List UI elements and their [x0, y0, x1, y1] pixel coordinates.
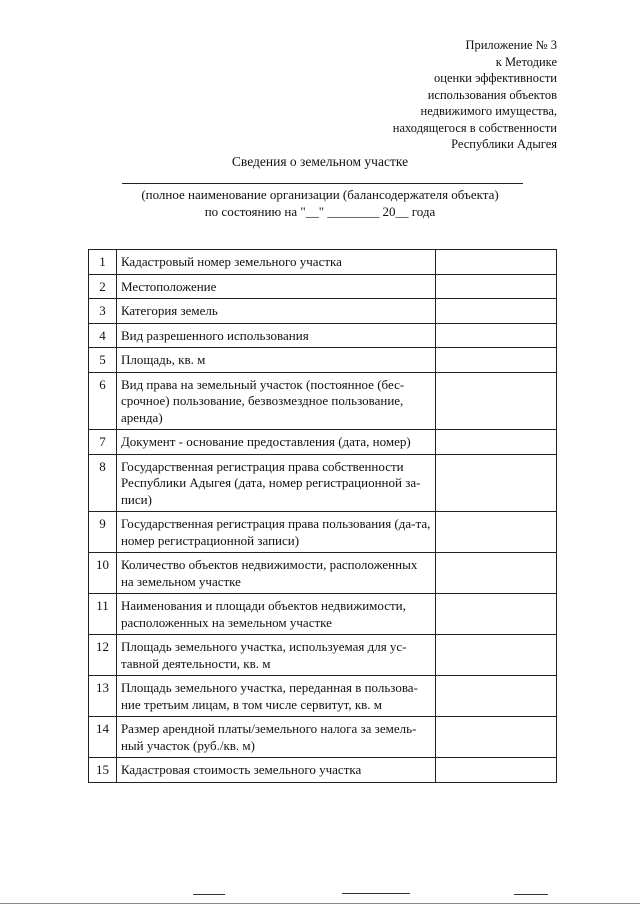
document-title: Сведения о земельном участке — [231, 154, 409, 169]
organization-caption — [0, 186, 640, 220]
row-value — [436, 594, 557, 635]
row-label: Кадастровая стоимость земельного участка — [116, 758, 435, 783]
row-number: 9 — [89, 512, 117, 553]
row-label: Вид права на земельный участок (постоянное (бес-срочное) пользование, безвозмездное пользование, аренда) — [116, 372, 435, 430]
row-number: 10 — [89, 553, 117, 594]
row-label: Количество объектов недвижимости, расположенных на земельном участке — [116, 553, 435, 594]
row-number: 15 — [89, 758, 117, 783]
row-value — [436, 348, 557, 373]
row-value — [436, 430, 557, 455]
row-label: Местоположение — [116, 274, 435, 299]
table-row — [89, 512, 557, 553]
row-label: Наименования и площади объектов недвижимости, расположенных на земельном участке — [116, 594, 435, 635]
row-number: 11 — [89, 594, 117, 635]
row-label: Документ - основание предоставления (дата, номер) — [116, 430, 435, 455]
table-row — [89, 635, 557, 676]
row-label: Вид разрешенного использования — [116, 323, 435, 348]
row-value — [436, 274, 557, 299]
table-row — [89, 250, 557, 275]
footer-rule — [342, 893, 410, 894]
appendix-line: Республики Адыгея — [451, 137, 557, 151]
land-plot-info-table — [88, 249, 557, 783]
appendix-line: Приложение № 3 — [465, 38, 557, 52]
table-row — [89, 299, 557, 324]
row-label: Площадь земельного участка, переданная в пользова-ние третьим лицам, в том числе сервитут, кв. м — [116, 676, 435, 717]
row-label: Размер арендной платы/земельного налога за земель-ный участок (руб./кв. м) — [116, 717, 435, 758]
row-label: Площадь, кв. м — [116, 348, 435, 373]
table-row — [89, 348, 557, 373]
row-value — [436, 250, 557, 275]
table-row — [89, 553, 557, 594]
row-number: 4 — [89, 323, 117, 348]
date-line: по состоянию на "__" ________ 20__ года — [204, 204, 436, 219]
row-value — [436, 635, 557, 676]
row-value — [436, 299, 557, 324]
appendix-line: находящегося в собственности — [392, 120, 557, 135]
row-number: 13 — [89, 676, 117, 717]
page-bottom-edge — [0, 903, 640, 904]
footer-rule — [514, 894, 548, 895]
table-row — [89, 430, 557, 455]
table-row — [89, 594, 557, 635]
row-number: 6 — [89, 372, 117, 430]
organization-caption-text: (полное наименование организации (балансодержателя объекта) — [141, 187, 499, 202]
appendix-header — [393, 37, 557, 153]
appendix-line: использования объектов — [427, 87, 557, 102]
appendix-line: недвижимого имущества, — [420, 104, 557, 118]
row-number: 7 — [89, 430, 117, 455]
row-number: 14 — [89, 717, 117, 758]
row-number: 8 — [89, 454, 117, 512]
row-number: 12 — [89, 635, 117, 676]
table-row — [89, 676, 557, 717]
row-label: Кадастровый номер земельного участка — [116, 250, 435, 275]
table-row — [89, 274, 557, 299]
appendix-line: оценки эффективности — [434, 71, 557, 85]
row-number: 3 — [89, 299, 117, 324]
row-value — [436, 454, 557, 512]
footer-rule — [193, 894, 225, 895]
table-row — [89, 372, 557, 430]
organization-name-line — [122, 183, 523, 184]
row-number: 1 — [89, 250, 117, 275]
row-label: Государственная регистрация права пользования (да-та, номер регистрационной записи) — [116, 512, 435, 553]
row-value — [436, 758, 557, 783]
row-value — [436, 323, 557, 348]
row-label: Категория земель — [116, 299, 435, 324]
row-label: Площадь земельного участка, используемая для ус-тавной деятельности, кв. м — [116, 635, 435, 676]
table-row — [89, 758, 557, 783]
row-number: 2 — [89, 274, 117, 299]
table-row — [89, 717, 557, 758]
row-value — [436, 676, 557, 717]
row-value — [436, 512, 557, 553]
row-value — [436, 372, 557, 430]
table-row — [89, 454, 557, 512]
appendix-line: к Методике — [495, 54, 557, 69]
table-row — [89, 323, 557, 348]
row-value — [436, 717, 557, 758]
row-value — [436, 553, 557, 594]
row-label: Государственная регистрация права собственности Республики Адыгея (дата, номер регистрационной за-писи) — [116, 454, 435, 512]
row-number: 5 — [89, 348, 117, 373]
table-body — [89, 250, 557, 783]
